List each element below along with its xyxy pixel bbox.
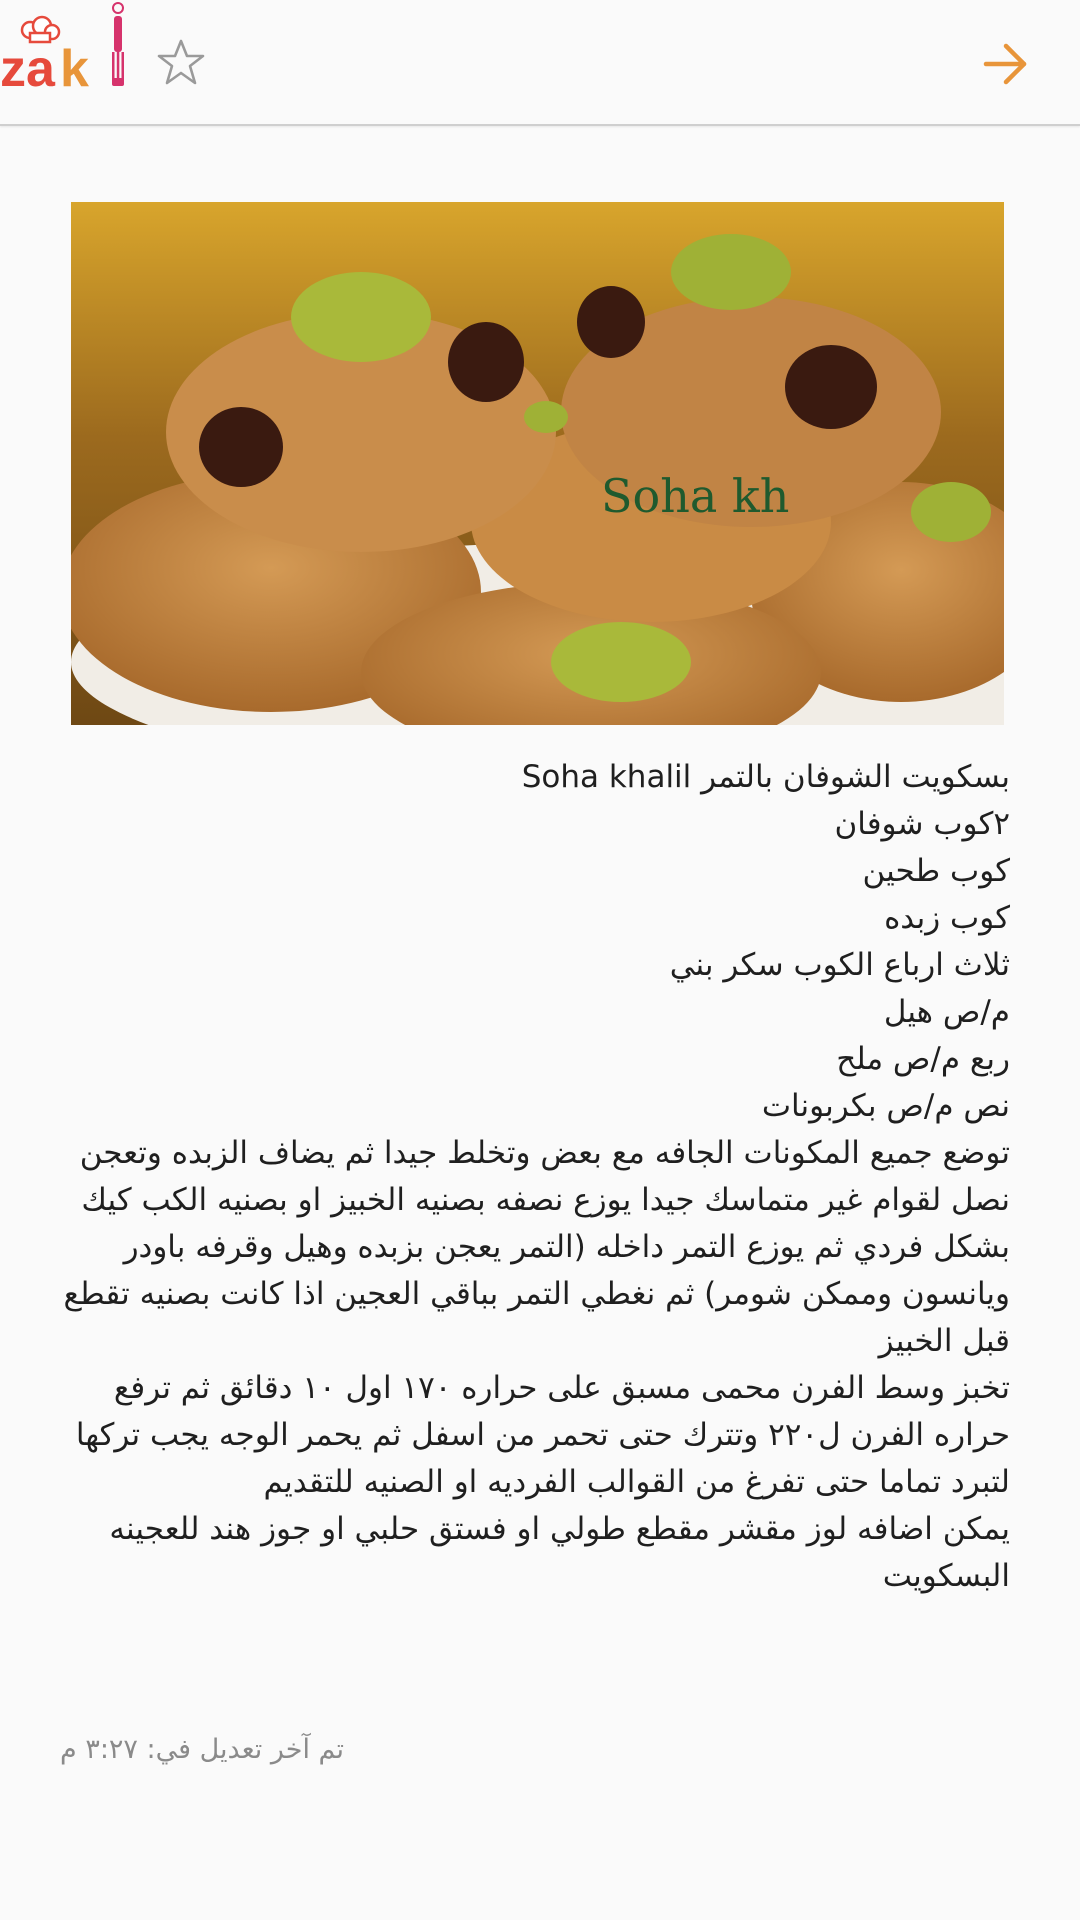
ingredient-line: ربع م/ص ملح bbox=[836, 1041, 1010, 1077]
forward-button[interactable] bbox=[978, 36, 1034, 92]
favorite-button[interactable] bbox=[156, 38, 206, 88]
recipe-title: بسكويت الشوفان بالتمر Soha khalil bbox=[521, 759, 1010, 795]
star-outline-icon bbox=[156, 38, 206, 88]
recipe-text bbox=[60, 754, 1010, 1600]
recipe-photo bbox=[71, 202, 1004, 725]
photo-watermark: Soha kh bbox=[601, 469, 790, 523]
fork-icon bbox=[112, 3, 124, 86]
arrow-right-icon bbox=[978, 36, 1034, 92]
ingredient-line: ثلاث ارباع الكوب سكر بني bbox=[669, 947, 1010, 983]
logo-text: za bbox=[0, 40, 55, 96]
app-header bbox=[0, 0, 1080, 126]
instruction-paragraph: يمكن اضافه لوز مقشر مقطع طولي او فستق حلبي او جوز هند للعجينه البسكويت bbox=[109, 1511, 1010, 1594]
last-modified-text: تم آخر تعديل في: ٣:٢٧ م bbox=[60, 1734, 345, 1765]
ingredient-line: م/ص هيل bbox=[883, 994, 1010, 1030]
ingredient-line: كوب زبده bbox=[884, 900, 1010, 936]
chef-hat-icon bbox=[22, 17, 59, 42]
svg-text:k: k bbox=[60, 40, 89, 96]
ingredient-line: نص م/ص بكربونات bbox=[761, 1088, 1010, 1124]
instruction-paragraph: تخبز وسط الفرن محمى مسبق على حراره ١٧٠ اول ١٠ دقائق ثم ترفع حراره الفرن ل٢٢٠ وتترك حتى تحمر من اسفل ثم يحمر الوجه يجب تركها لتبرد تماما حتى تفرغ من القوالب الفرديه او الصنيه للتقديم bbox=[75, 1370, 1010, 1500]
ingredient-line: ٢كوب شوفان bbox=[834, 806, 1010, 842]
instruction-paragraph: توضع جميع المكونات الجافه مع بعض وتخلط جيدا ثم يضاف الزبده وتعجن نصل لقوام غير متماسك جيدا يوزع نصفه بصنيه الخبيز او بصنيه الكب كيك بشكل فردي ثم يوزع التمر داخله (التمر يعجن بزبده وهيل وقرفه باودر ويانسون وممكن شومر) ثم نغطي التمر بباقي العجين اذا كانت بصنيه تقطع قبل الخبيز bbox=[63, 1135, 1010, 1359]
ingredient-line: كوب طحين bbox=[862, 853, 1010, 889]
zaki-logo[interactable] bbox=[0, 0, 132, 96]
